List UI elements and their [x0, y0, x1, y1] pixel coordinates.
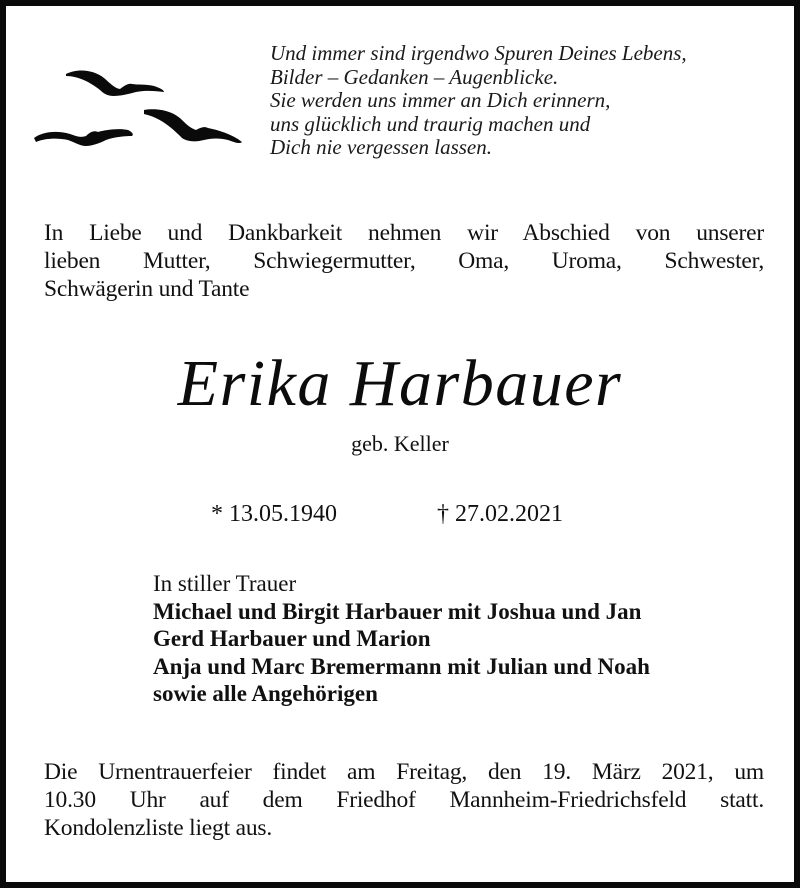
service-line: Die Urnentrauerfeier findet am Freitag, den 19. März 2021, um: [44, 759, 764, 785]
maiden-name: geb. Keller: [351, 431, 449, 456]
mourners-block: [153, 570, 650, 708]
service-line: Kondolenzliste liegt aus.: [44, 815, 272, 841]
intro-line: lieben Mutter, Schwiegermutter, Oma, Uroma, Schwester,: [44, 248, 764, 274]
mourner-line: Gerd Harbauer und Marion: [153, 626, 431, 651]
poem-line: uns glücklich und traurig machen und: [270, 111, 591, 136]
intro-line: Schwägerin und Tante: [44, 276, 250, 302]
service-info: [44, 758, 764, 842]
birth-date: * 13.05.1940: [211, 501, 337, 527]
intro-line: In Liebe und Dankbarkeit nehmen wir Abschied von unserer: [44, 220, 764, 246]
birds-icon: [28, 58, 250, 158]
service-line: 10.30 Uhr auf dem Friedhof Mannheim-Friedrichsfeld statt.: [44, 787, 764, 813]
intro-text: [44, 219, 764, 303]
poem-line: Dich nie vergessen lassen.: [270, 135, 492, 159]
poem: [270, 42, 687, 160]
poem-line: Sie werden uns immer an Dich erinnern,: [270, 88, 611, 112]
death-date: † 27.02.2021: [437, 501, 563, 527]
mourner-line: Michael und Birgit Harbauer mit Joshua und Jan: [153, 598, 642, 624]
mourner-line: sowie alle Angehörigen: [153, 681, 378, 706]
mourner-line: Anja und Marc Bremermann mit Julian und Noah: [153, 653, 650, 679]
poem-line: Und immer sind irgendwo Spuren Deines Lebens,: [270, 41, 687, 65]
deceased-name: Erika Harbauer: [177, 347, 623, 420]
mourning-label: In stiller Trauer: [153, 571, 297, 596]
poem-line: Bilder – Gedanken – Augenblicke.: [270, 64, 559, 89]
